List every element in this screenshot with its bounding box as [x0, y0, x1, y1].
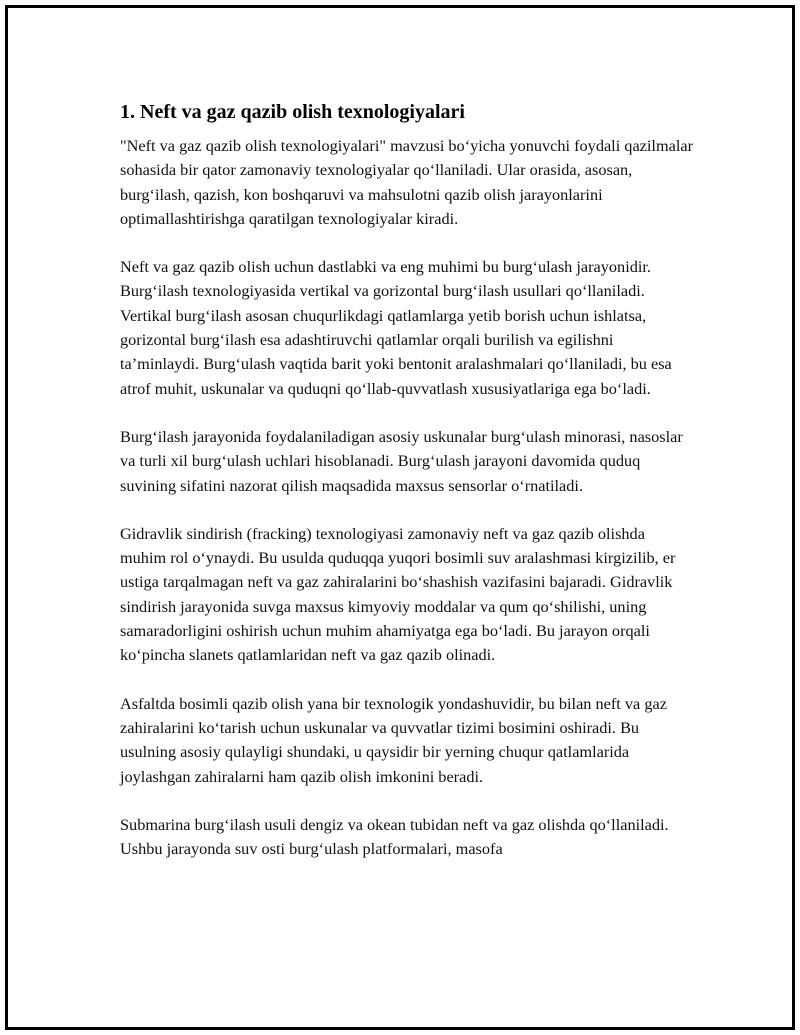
paragraph-equipment: Burg‘ilash jarayonida foydalaniladigan asosiy uskunalar burg‘ulash minorasi, nasoslar va turli xil burg‘ulash uchlari hisoblanadi. Burg‘ulash jarayoni davomida quduq suvining sifatini nazorat qilish maqsadida maxsus sensorlar o‘rnatiladi. — [120, 426, 683, 495]
paragraph-drilling: Neft va gaz qazib olish uchun dastlabki va eng muhimi bu burg‘ulash jarayonidir. Burg‘ilash texnologiyasida vertikal va gorizontal burg‘ilash usullari qo‘llaniladi. Vertikal burg‘ilash asosan chuqurlikdagi qatlamlarga yetib borish uchun ishlatsa, gorizontal burg‘ilash esa adashtiruvchi qatlamlar orqali burilish va egilishni ta’minlaydi. Burg‘ulash vaqtida barit yoki bentonit aralashmalari qo‘llaniladi, bu esa atrof muhit, uskunalar va quduqni qo‘llab-quvvatlash xususiyatlariga ega bo‘ladi. — [120, 257, 672, 398]
paragraph-asphalt-pressure: Asfaltda bosimli qazib olish yana bir texnologik yondashuvidir, bu bilan neft va gaz zahiralarini ko‘tarish uchun uskunalar va quvvatlar tizimi bosimini oshiradi. Bu usulning asosiy qulayligi shundaki, u qaysidir bir yerning chuqur qatlamlarida joylashgan zahiralarni ham qazib olish imkonini beradi. — [120, 693, 667, 786]
paragraph-fracking: Gidravlik sindirish (fracking) texnologiyasi zamonaviy neft va gaz qazib olishda muhim rol o‘ynaydi. Bu usulda quduqqa yuqori bosimli suv aralashmasi kirgizilib, er ustiga tarqalmagan neft va gaz zahiralarini bo‘shashish vazifasini bajaradi. Gidravlik sindirish jarayonida suvga maxsus kimyoviy moddalar va qum qo‘shilishi, uning samaradorligini oshirish uchun muhim ahamiyatga ega bo‘ladi. Bu jarayon orqali ko‘pincha slanets qatlamlaridan neft va gaz qazib olinadi. — [120, 523, 676, 665]
paragraph-intro: "Neft va gaz qazib olish texnologiyalari" mavzusi bo‘yicha yonuvchi foydali qazilmalar sohasida bir qator zamonaviy texnologiyalar qo‘llaniladi. Ular orasida, asosan, burg‘ilash, qazish, kon boshqaruvi va mahsulotni qazib olish jarayonlarini optimallashtirishga qaratilgan texnologiyalar kiradi. — [120, 136, 693, 228]
section-heading: 1. Neft va gaz qazib olish texnologiyalari — [120, 101, 465, 123]
paragraph-submarine-drilling: Submarina burg‘ilash usuli dengiz va okean tubidan neft va gaz olishda qo‘llaniladi. Ushbu jarayonda suv osti burg‘ulash platformalari, masofa — [120, 814, 669, 859]
page-frame — [5, 5, 795, 1030]
document-body — [120, 98, 695, 885]
